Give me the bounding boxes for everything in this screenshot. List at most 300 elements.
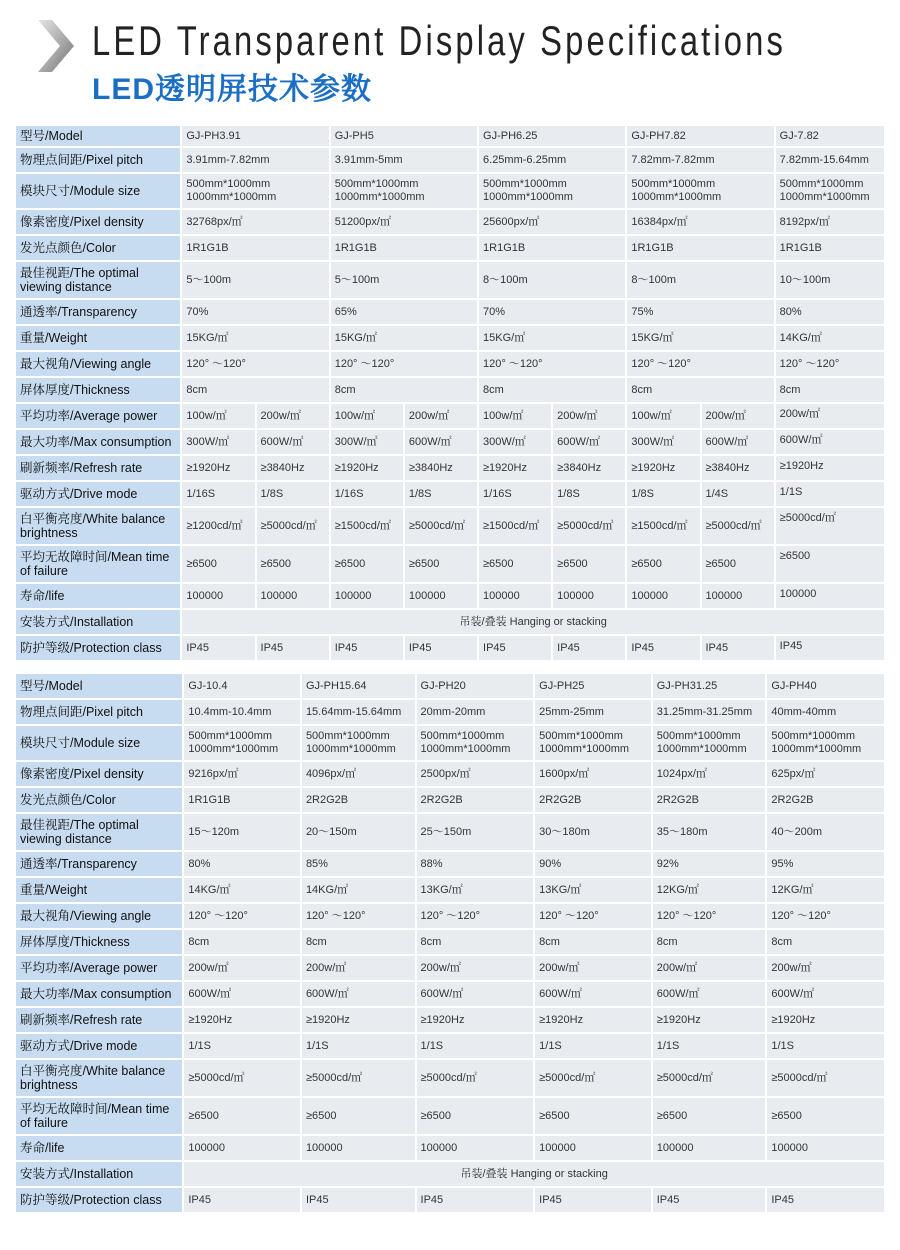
cell-color: 1R1G1B xyxy=(627,236,773,260)
table-row-brightness xyxy=(16,508,884,544)
table-row-model xyxy=(16,126,884,146)
cell-mtbf: ≥6500 xyxy=(702,546,774,582)
cell-color: 1R1G1B xyxy=(182,236,328,260)
row-label-installation: 安装方式/Installation xyxy=(16,1162,182,1186)
cell-average-power: 100w/㎡ xyxy=(331,404,403,428)
row-label-viewing-distance: 最佳视距/The optimal viewing distance xyxy=(16,262,180,298)
cell-mtbf: ≥6500 xyxy=(302,1098,415,1134)
cell-weight: 15KG/㎡ xyxy=(182,326,328,350)
cell-max-consumption: 600W/㎡ xyxy=(776,430,884,454)
cell-max-consumption: 600W/㎡ xyxy=(405,430,477,454)
row-label-average-power: 平均功率/Average power xyxy=(16,404,180,428)
cell-module-size xyxy=(479,174,625,208)
row-label-thickness: 屏体厚度/Thickness xyxy=(16,378,180,402)
cell-drive-mode: 1/4S xyxy=(702,482,774,506)
cell-average-power: 200w/㎡ xyxy=(302,956,415,980)
spec-table-1 xyxy=(14,124,886,662)
cell-transparency: 95% xyxy=(767,852,884,876)
cell-average-power: 200w/㎡ xyxy=(776,404,884,428)
cell-module-size xyxy=(331,174,477,208)
cell-weight: 15KG/㎡ xyxy=(331,326,477,350)
cell-thickness: 8cm xyxy=(331,378,477,402)
cell-color: 2R2G2B xyxy=(653,788,766,812)
module-size-line2: 1000mm*1000mm xyxy=(186,191,277,203)
row-label-model: 型号/Model xyxy=(16,674,182,698)
row-label-weight: 重量/Weight xyxy=(16,878,182,902)
cell-viewing-angle: 120° ～120° xyxy=(182,352,328,376)
cell-protection: IP45 xyxy=(553,636,625,660)
row-label-transparency: 通透率/Transparency xyxy=(16,300,180,324)
cell-weight: 13KG/㎡ xyxy=(417,878,534,902)
cell-life: 100000 xyxy=(776,584,884,608)
table-row-color xyxy=(16,788,884,812)
cell-brightness: ≥5000cd/㎡ xyxy=(302,1060,415,1096)
cell-module-size xyxy=(627,174,773,208)
cell-life: 100000 xyxy=(405,584,477,608)
cell-mtbf: ≥6500 xyxy=(535,1098,651,1134)
cell-pixel-pitch: 10.4mm-10.4mm xyxy=(184,700,300,724)
cell-mtbf: ≥6500 xyxy=(182,546,254,582)
cell-brightness: ≥1500cd/㎡ xyxy=(331,508,403,544)
cell-refresh-rate: ≥1920Hz xyxy=(302,1008,415,1032)
cell-refresh-rate: ≥3840Hz xyxy=(553,456,625,480)
cell-viewing-distance: 40～200m xyxy=(767,814,884,850)
table-row-mtbf xyxy=(16,1098,884,1134)
cell-refresh-rate: ≥1920Hz xyxy=(331,456,403,480)
cell-viewing-angle: 120° ～120° xyxy=(653,904,766,928)
cell-transparency: 70% xyxy=(182,300,328,324)
cell-viewing-distance: 8～100m xyxy=(479,262,625,298)
cell-model: GJ-PH20 xyxy=(417,674,534,698)
cell-viewing-angle: 120° ～120° xyxy=(776,352,884,376)
row-label-installation: 安装方式/Installation xyxy=(16,610,180,634)
cell-pixel-density: 8192px/㎡ xyxy=(776,210,884,234)
cell-model: GJ-7.82 xyxy=(776,126,884,146)
cell-brightness: ≥1500cd/㎡ xyxy=(627,508,699,544)
table-row-transparency xyxy=(16,852,884,876)
table-row-weight xyxy=(16,326,884,350)
cell-mtbf: ≥6500 xyxy=(417,1098,534,1134)
cell-pixel-density: 32768px/㎡ xyxy=(182,210,328,234)
table-row-viewing-angle xyxy=(16,904,884,928)
cell-max-consumption: 600W/㎡ xyxy=(702,430,774,454)
cell-color: 1R1G1B xyxy=(331,236,477,260)
table-row-color xyxy=(16,236,884,260)
cell-refresh-rate: ≥3840Hz xyxy=(702,456,774,480)
cell-module-size xyxy=(182,174,328,208)
table-row-pixel-density xyxy=(16,762,884,786)
cell-protection: IP45 xyxy=(182,636,254,660)
cell-max-consumption: 600W/㎡ xyxy=(653,982,766,1006)
row-label-pixel-density: 像素密度/Pixel density xyxy=(16,210,180,234)
cell-protection: IP45 xyxy=(405,636,477,660)
cell-installation: 吊装/叠装 Hanging or stacking xyxy=(184,1162,884,1186)
module-size-line2: 1000mm*1000mm xyxy=(420,743,511,755)
table-row-life xyxy=(16,584,884,608)
cell-color: 1R1G1B xyxy=(184,788,300,812)
cell-drive-mode: 1/1S xyxy=(417,1034,534,1058)
cell-life: 100000 xyxy=(627,584,699,608)
table-row-protection xyxy=(16,1188,884,1212)
cell-viewing-distance: 5～100m xyxy=(331,262,477,298)
cell-drive-mode: 1/8S xyxy=(553,482,625,506)
table-row-pixel-pitch xyxy=(16,148,884,172)
cell-life: 100000 xyxy=(331,584,403,608)
cell-pixel-density: 51200px/㎡ xyxy=(331,210,477,234)
cell-transparency: 92% xyxy=(653,852,766,876)
cell-life: 100000 xyxy=(417,1136,534,1160)
table-row-max-consumption xyxy=(16,982,884,1006)
module-size-line1: 500mm*1000mm xyxy=(539,730,623,742)
cell-viewing-angle: 120° ～120° xyxy=(417,904,534,928)
cell-protection: IP45 xyxy=(627,636,699,660)
row-label-refresh-rate: 刷新频率/Refresh rate xyxy=(16,1008,182,1032)
module-size-line2: 1000mm*1000mm xyxy=(656,743,747,755)
cell-protection: IP45 xyxy=(184,1188,300,1212)
table-row-protection xyxy=(16,636,884,660)
cell-pixel-pitch: 15.64mm-15.64mm xyxy=(302,700,415,724)
cell-mtbf: ≥6500 xyxy=(184,1098,300,1134)
cell-thickness: 8cm xyxy=(479,378,625,402)
cell-installation: 吊装/叠装 Hanging or stacking xyxy=(182,610,884,634)
cell-pixel-pitch: 6.25mm-6.25mm xyxy=(479,148,625,172)
cell-mtbf: ≥6500 xyxy=(257,546,329,582)
cell-life: 100000 xyxy=(302,1136,415,1160)
row-label-brightness: 白平衡亮度/White balance brightness xyxy=(16,1060,182,1096)
cell-weight: 15KG/㎡ xyxy=(479,326,625,350)
cell-module-size xyxy=(302,726,415,760)
cell-refresh-rate: ≥1920Hz xyxy=(479,456,551,480)
table-row-installation xyxy=(16,1162,884,1186)
cell-thickness: 8cm xyxy=(535,930,651,954)
cell-module-size xyxy=(653,726,766,760)
page-title-en: LED Transparent Display Specifications xyxy=(92,17,786,64)
cell-refresh-rate: ≥1920Hz xyxy=(535,1008,651,1032)
cell-thickness: 8cm xyxy=(653,930,766,954)
cell-brightness: ≥5000cd/㎡ xyxy=(776,508,884,544)
row-label-brightness: 白平衡亮度/White balance brightness xyxy=(16,508,180,544)
row-label-max-consumption: 最大功率/Max consumption xyxy=(16,430,180,454)
table-row-refresh-rate xyxy=(16,456,884,480)
cell-average-power: 200w/㎡ xyxy=(257,404,329,428)
table-row-module-size xyxy=(16,174,884,208)
cell-max-consumption: 300W/㎡ xyxy=(182,430,254,454)
cell-brightness: ≥5000cd/㎡ xyxy=(417,1060,534,1096)
cell-drive-mode: 1/1S xyxy=(184,1034,300,1058)
cell-thickness: 8cm xyxy=(627,378,773,402)
row-label-viewing-angle: 最大视角/Viewing angle xyxy=(16,904,182,928)
cell-model: GJ-PH15.64 xyxy=(302,674,415,698)
cell-max-consumption: 600W/㎡ xyxy=(302,982,415,1006)
cell-drive-mode: 1/1S xyxy=(302,1034,415,1058)
row-label-pixel-density: 像素密度/Pixel density xyxy=(16,762,182,786)
cell-transparency: 88% xyxy=(417,852,534,876)
row-label-viewing-distance: 最佳视距/The optimal viewing distance xyxy=(16,814,182,850)
cell-thickness: 8cm xyxy=(184,930,300,954)
cell-average-power: 200w/㎡ xyxy=(702,404,774,428)
cell-viewing-distance: 10～100m xyxy=(776,262,884,298)
row-label-drive-mode: 驱动方式/Drive mode xyxy=(16,482,180,506)
row-label-life: 寿命/life xyxy=(16,1136,182,1160)
cell-color: 1R1G1B xyxy=(776,236,884,260)
cell-max-consumption: 300W/㎡ xyxy=(479,430,551,454)
table-row-pixel-density xyxy=(16,210,884,234)
module-size-line2: 1000mm*1000mm xyxy=(539,743,630,755)
table-row-installation xyxy=(16,610,884,634)
cell-weight: 12KG/㎡ xyxy=(653,878,766,902)
cell-viewing-angle: 120° ～120° xyxy=(535,904,651,928)
cell-transparency: 75% xyxy=(627,300,773,324)
cell-drive-mode: 1/8S xyxy=(627,482,699,506)
module-size-line2: 1000mm*1000mm xyxy=(771,743,862,755)
cell-life: 100000 xyxy=(535,1136,651,1160)
cell-drive-mode: 1/16S xyxy=(331,482,403,506)
cell-refresh-rate: ≥1920Hz xyxy=(417,1008,534,1032)
cell-brightness: ≥5000cd/㎡ xyxy=(767,1060,884,1096)
cell-pixel-density: 1600px/㎡ xyxy=(535,762,651,786)
cell-life: 100000 xyxy=(479,584,551,608)
table-row-weight xyxy=(16,878,884,902)
cell-refresh-rate: ≥1920Hz xyxy=(767,1008,884,1032)
cell-viewing-distance: 20～150m xyxy=(302,814,415,850)
cell-protection: IP45 xyxy=(702,636,774,660)
cell-pixel-pitch: 3.91mm-7.82mm xyxy=(182,148,328,172)
cell-max-consumption: 600W/㎡ xyxy=(184,982,300,1006)
cell-color: 2R2G2B xyxy=(302,788,415,812)
cell-max-consumption: 600W/㎡ xyxy=(767,982,884,1006)
cell-protection: IP45 xyxy=(535,1188,651,1212)
row-label-pixel-pitch: 物理点间距/Pixel pitch xyxy=(16,700,182,724)
cell-model: GJ-PH5 xyxy=(331,126,477,146)
cell-protection: IP45 xyxy=(767,1188,884,1212)
table-row-transparency xyxy=(16,300,884,324)
cell-module-size xyxy=(776,174,884,208)
cell-pixel-pitch: 20mm-20mm xyxy=(417,700,534,724)
cell-transparency: 80% xyxy=(776,300,884,324)
cell-average-power: 100w/㎡ xyxy=(479,404,551,428)
table-row-brightness xyxy=(16,1060,884,1096)
cell-transparency: 85% xyxy=(302,852,415,876)
cell-model: GJ-PH25 xyxy=(535,674,651,698)
cell-viewing-angle: 120° ～120° xyxy=(767,904,884,928)
cell-thickness: 8cm xyxy=(776,378,884,402)
cell-refresh-rate: ≥3840Hz xyxy=(405,456,477,480)
module-size-line1: 500mm*1000mm xyxy=(186,178,271,190)
cell-transparency: 80% xyxy=(184,852,300,876)
cell-mtbf: ≥6500 xyxy=(627,546,699,582)
module-size-line1: 500mm*1000mm xyxy=(771,730,856,742)
module-size-line2: 1000mm*1000mm xyxy=(483,191,573,203)
cell-protection: IP45 xyxy=(331,636,403,660)
cell-model: GJ-PH6.25 xyxy=(479,126,625,146)
cell-viewing-angle: 120° ～120° xyxy=(331,352,477,376)
cell-weight: 14KG/㎡ xyxy=(184,878,300,902)
cell-color: 2R2G2B xyxy=(767,788,884,812)
row-label-life: 寿命/life xyxy=(16,584,180,608)
table-row-viewing-distance xyxy=(16,814,884,850)
cell-drive-mode: 1/1S xyxy=(535,1034,651,1058)
cell-average-power: 200w/㎡ xyxy=(535,956,651,980)
cell-pixel-density: 4096px/㎡ xyxy=(302,762,415,786)
module-size-line1: 500mm*1000mm xyxy=(483,178,567,190)
cell-protection: IP45 xyxy=(479,636,551,660)
cell-brightness: ≥5000cd/㎡ xyxy=(257,508,329,544)
table-row-model xyxy=(16,674,884,698)
cell-drive-mode: 1/1S xyxy=(653,1034,766,1058)
table-row-drive-mode xyxy=(16,1034,884,1058)
table-row-max-consumption xyxy=(16,430,884,454)
cell-pixel-density: 16384px/㎡ xyxy=(627,210,773,234)
row-label-protection: 防护等级/Protection class xyxy=(16,636,180,660)
cell-drive-mode: 1/16S xyxy=(182,482,254,506)
cell-transparency: 65% xyxy=(331,300,477,324)
cell-refresh-rate: ≥1920Hz xyxy=(653,1008,766,1032)
cell-transparency: 70% xyxy=(479,300,625,324)
module-size-line2: 1000mm*1000mm xyxy=(305,743,396,755)
cell-max-consumption: 300W/㎡ xyxy=(627,430,699,454)
module-size-line1: 500mm*1000mm xyxy=(305,730,390,742)
cell-module-size xyxy=(767,726,884,760)
cell-brightness: ≥1500cd/㎡ xyxy=(479,508,551,544)
row-label-max-consumption: 最大功率/Max consumption xyxy=(16,982,182,1006)
cell-average-power: 200w/㎡ xyxy=(553,404,625,428)
cell-drive-mode: 1/1S xyxy=(767,1034,884,1058)
cell-life: 100000 xyxy=(653,1136,766,1160)
row-label-pixel-pitch: 物理点间距/Pixel pitch xyxy=(16,148,180,172)
cell-color: 2R2G2B xyxy=(417,788,534,812)
cell-protection: IP45 xyxy=(302,1188,415,1212)
cell-pixel-pitch: 40mm-40mm xyxy=(767,700,884,724)
module-size-line1: 500mm*1000mm xyxy=(779,178,864,190)
cell-average-power: 200w/㎡ xyxy=(653,956,766,980)
cell-transparency: 90% xyxy=(535,852,651,876)
cell-average-power: 200w/㎡ xyxy=(767,956,884,980)
page-title-cn: LED透明屏技术参数 xyxy=(92,73,372,106)
cell-max-consumption: 600W/㎡ xyxy=(535,982,651,1006)
table-row-refresh-rate xyxy=(16,1008,884,1032)
cell-brightness: ≥5000cd/㎡ xyxy=(553,508,625,544)
cell-mtbf: ≥6500 xyxy=(479,546,551,582)
cell-protection: IP45 xyxy=(417,1188,534,1212)
cell-pixel-density: 25600px/㎡ xyxy=(479,210,625,234)
table-row-module-size xyxy=(16,726,884,760)
cell-life: 100000 xyxy=(182,584,254,608)
cell-module-size xyxy=(417,726,534,760)
cell-refresh-rate: ≥1920Hz xyxy=(182,456,254,480)
cell-mtbf: ≥6500 xyxy=(776,546,884,582)
cell-brightness: ≥5000cd/㎡ xyxy=(405,508,477,544)
row-label-color: 发光点颜色/Color xyxy=(16,236,180,260)
module-size-line1: 500mm*1000mm xyxy=(188,730,273,742)
table-row-life xyxy=(16,1136,884,1160)
chevron-logo-icon xyxy=(36,20,76,72)
cell-pixel-pitch: 25mm-25mm xyxy=(535,700,651,724)
cell-thickness: 8cm xyxy=(182,378,328,402)
cell-max-consumption: 600W/㎡ xyxy=(417,982,534,1006)
row-label-protection: 防护等级/Protection class xyxy=(16,1188,182,1212)
cell-brightness: ≥5000cd/㎡ xyxy=(535,1060,651,1096)
table-row-viewing-distance xyxy=(16,262,884,298)
cell-average-power: 200w/㎡ xyxy=(184,956,300,980)
row-label-mtbf: 平均无故障时间/Mean time of failure xyxy=(16,546,180,582)
row-label-drive-mode: 驱动方式/Drive mode xyxy=(16,1034,182,1058)
cell-max-consumption: 600W/㎡ xyxy=(553,430,625,454)
table-row-pixel-pitch xyxy=(16,700,884,724)
cell-refresh-rate: ≥3840Hz xyxy=(257,456,329,480)
cell-pixel-density: 1024px/㎡ xyxy=(653,762,766,786)
cell-module-size xyxy=(184,726,300,760)
cell-viewing-angle: 120° ～120° xyxy=(184,904,300,928)
row-label-mtbf: 平均无故障时间/Mean time of failure xyxy=(16,1098,182,1134)
module-size-line1: 500mm*1000mm xyxy=(334,178,419,190)
cell-life: 100000 xyxy=(184,1136,300,1160)
cell-mtbf: ≥6500 xyxy=(767,1098,884,1134)
cell-weight: 12KG/㎡ xyxy=(767,878,884,902)
cell-average-power: 200w/㎡ xyxy=(405,404,477,428)
cell-max-consumption: 600W/㎡ xyxy=(257,430,329,454)
cell-pixel-density: 9216px/㎡ xyxy=(184,762,300,786)
table-row-average-power xyxy=(16,404,884,428)
module-size-line1: 500mm*1000mm xyxy=(631,178,716,190)
cell-model: GJ-PH3.91 xyxy=(182,126,328,146)
cell-drive-mode: 1/1S xyxy=(776,482,884,506)
cell-refresh-rate: ≥1920Hz xyxy=(776,456,884,480)
table-row-thickness xyxy=(16,930,884,954)
cell-viewing-angle: 120° ～120° xyxy=(627,352,773,376)
cell-pixel-pitch: 31.25mm-31.25mm xyxy=(653,700,766,724)
cell-weight: 15KG/㎡ xyxy=(627,326,773,350)
cell-protection: IP45 xyxy=(776,636,884,660)
row-label-thickness: 屏体厚度/Thickness xyxy=(16,930,182,954)
cell-mtbf: ≥6500 xyxy=(331,546,403,582)
cell-color: 1R1G1B xyxy=(479,236,625,260)
module-size-line2: 1000mm*1000mm xyxy=(188,743,279,755)
cell-module-size xyxy=(535,726,651,760)
cell-average-power: 100w/㎡ xyxy=(182,404,254,428)
cell-brightness: ≥5000cd/㎡ xyxy=(184,1060,300,1096)
cell-viewing-angle: 120° ～120° xyxy=(479,352,625,376)
cell-mtbf: ≥6500 xyxy=(653,1098,766,1134)
cell-viewing-distance: 8～100m xyxy=(627,262,773,298)
row-label-average-power: 平均功率/Average power xyxy=(16,956,182,980)
row-label-model: 型号/Model xyxy=(16,126,180,146)
row-label-module-size: 模块尺寸/Module size xyxy=(16,174,180,208)
cell-model: GJ-PH40 xyxy=(767,674,884,698)
cell-protection: IP45 xyxy=(653,1188,766,1212)
spec-table-2 xyxy=(14,672,886,1214)
table-row-viewing-angle xyxy=(16,352,884,376)
cell-pixel-pitch: 7.82mm-15.64mm xyxy=(776,148,884,172)
row-label-transparency: 通透率/Transparency xyxy=(16,852,182,876)
cell-average-power: 200w/㎡ xyxy=(417,956,534,980)
cell-model: GJ-10.4 xyxy=(184,674,300,698)
cell-life: 100000 xyxy=(257,584,329,608)
cell-color: 2R2G2B xyxy=(535,788,651,812)
cell-mtbf: ≥6500 xyxy=(553,546,625,582)
module-size-line2: 1000mm*1000mm xyxy=(631,191,722,203)
cell-weight: 13KG/㎡ xyxy=(535,878,651,902)
cell-pixel-pitch: 3.91mm-5mm xyxy=(331,148,477,172)
cell-viewing-angle: 120° ～120° xyxy=(302,904,415,928)
cell-refresh-rate: ≥1920Hz xyxy=(184,1008,300,1032)
cell-viewing-distance: 35～180m xyxy=(653,814,766,850)
cell-protection: IP45 xyxy=(257,636,329,660)
cell-mtbf: ≥6500 xyxy=(405,546,477,582)
cell-pixel-density: 625px/㎡ xyxy=(767,762,884,786)
cell-model: GJ-PH31.25 xyxy=(653,674,766,698)
cell-brightness: ≥5000cd/㎡ xyxy=(702,508,774,544)
module-size-line1: 500mm*1000mm xyxy=(420,730,505,742)
